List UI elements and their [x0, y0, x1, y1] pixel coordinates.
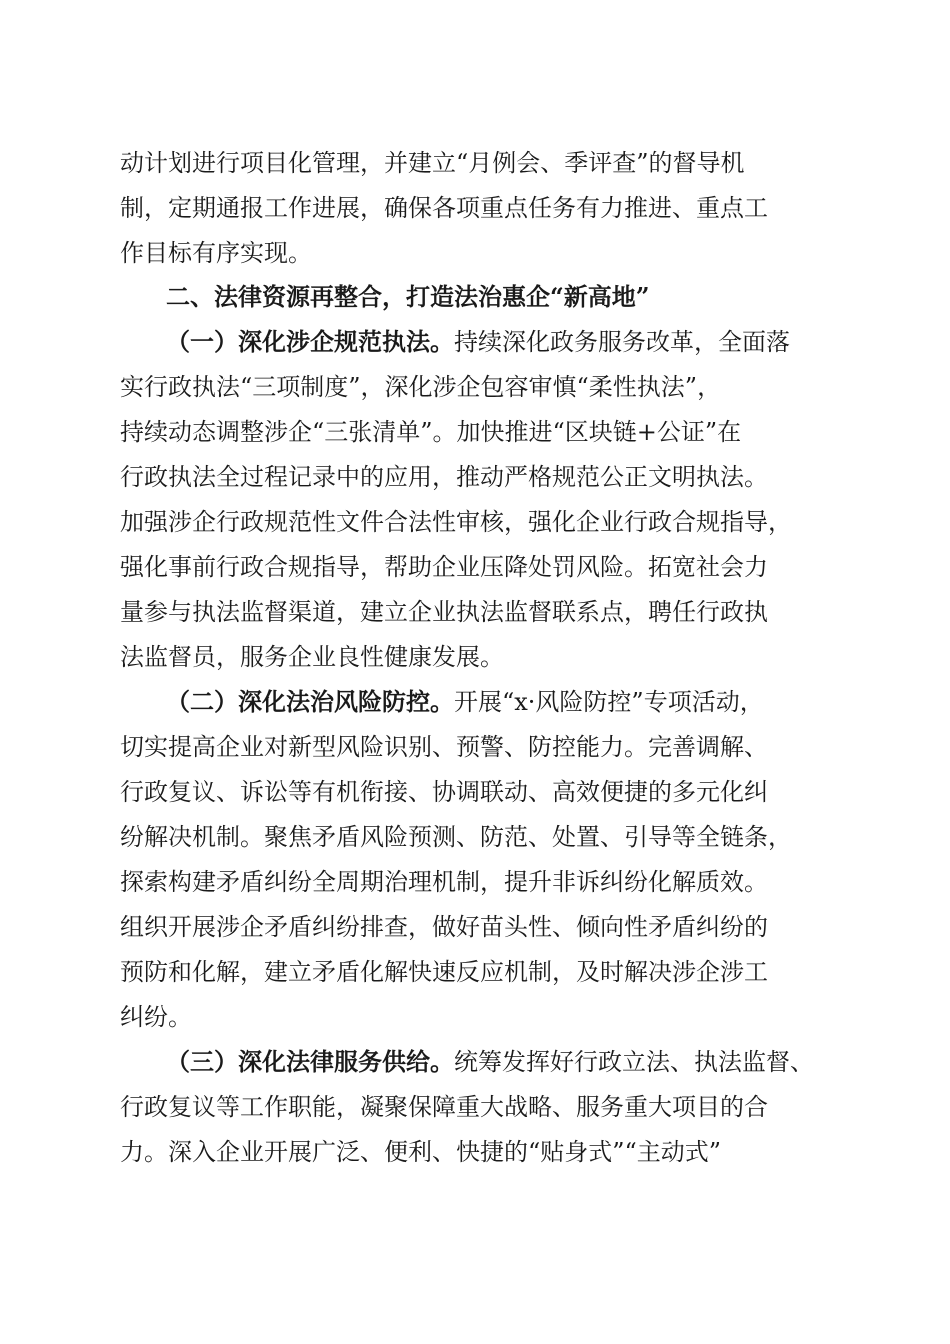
body-text-line: 行政复议、诉讼等有机衔接、协调联动、高效便捷的多元化纠 — [120, 778, 768, 806]
body-text: 开展“x·风险防控”专项活动， — [454, 688, 764, 716]
body-text-line: 强化事前行政合规指导，帮助企业压降处罚风险。拓宽社会力 — [120, 553, 768, 581]
body-text: 统筹发挥好行政立法、执法监督、 — [454, 1048, 814, 1076]
body-text-line: 法监督员，服务企业良性健康发展。 — [120, 643, 504, 671]
subsection-title: （一）深化涉企规范执法。 — [166, 327, 454, 356]
body-text: 持续深化政务服务改革，全面落 — [454, 328, 790, 356]
body-text-line: 预防和化解，建立矛盾化解快速反应机制，及时解决涉企涉工 — [120, 958, 768, 986]
paragraph-first-line — [166, 687, 764, 717]
body-text-line: 持续动态调整涉企“三张清单”。加快推进“区块链+公证”在 — [120, 418, 742, 446]
body-text-line: 纠纷。 — [120, 1003, 192, 1031]
body-text-line: 力。深入企业开展广泛、便利、快捷的“贴身式”“主动式” — [120, 1138, 722, 1166]
subsection-title: （三）深化法律服务供给。 — [166, 1047, 454, 1076]
body-text-line: 探索构建矛盾纠纷全周期治理机制，提升非诉纠纷化解质效。 — [120, 868, 768, 896]
body-text-line: 制，定期通报工作进展，确保各项重点任务有力推进、重点工 — [120, 194, 768, 222]
body-text-line: 加强涉企行政规范性文件合法性审核，强化企业行政合规指导， — [120, 508, 792, 536]
body-text-line: 实行政执法“三项制度”，深化涉企包容审慎“柔性执法”， — [120, 373, 722, 401]
body-text-line: 切实提高企业对新型风险识别、预警、防控能力。完善调解、 — [120, 733, 768, 761]
body-text-line: 量参与执法监督渠道，建立企业执法监督联系点，聘任行政执 — [120, 598, 768, 626]
paragraph-first-line — [166, 1047, 814, 1077]
subsection-title: （二）深化法治风险防控。 — [166, 687, 454, 716]
body-text-line: 动计划进行项目化管理，并建立“月例会、季评查”的督导机 — [120, 149, 745, 177]
body-text-line: 行政复议等工作职能，凝聚保障重大战略、服务重大项目的合 — [120, 1093, 768, 1121]
body-text-line: 组织开展涉企矛盾纠纷排查，做好苗头性、倾向性矛盾纠纷的 — [120, 913, 768, 941]
body-text-line: 行政执法全过程记录中的应用，推动严格规范公正文明执法。 — [120, 463, 768, 491]
body-text-line: 纷解决机制。聚焦矛盾风险预测、防范、处置、引导等全链条， — [120, 823, 792, 851]
section-heading: 二、法律资源再整合，打造法治惠企“新高地” — [166, 282, 650, 311]
body-text-line: 作目标有序实现。 — [120, 239, 312, 267]
paragraph-first-line — [166, 327, 790, 357]
